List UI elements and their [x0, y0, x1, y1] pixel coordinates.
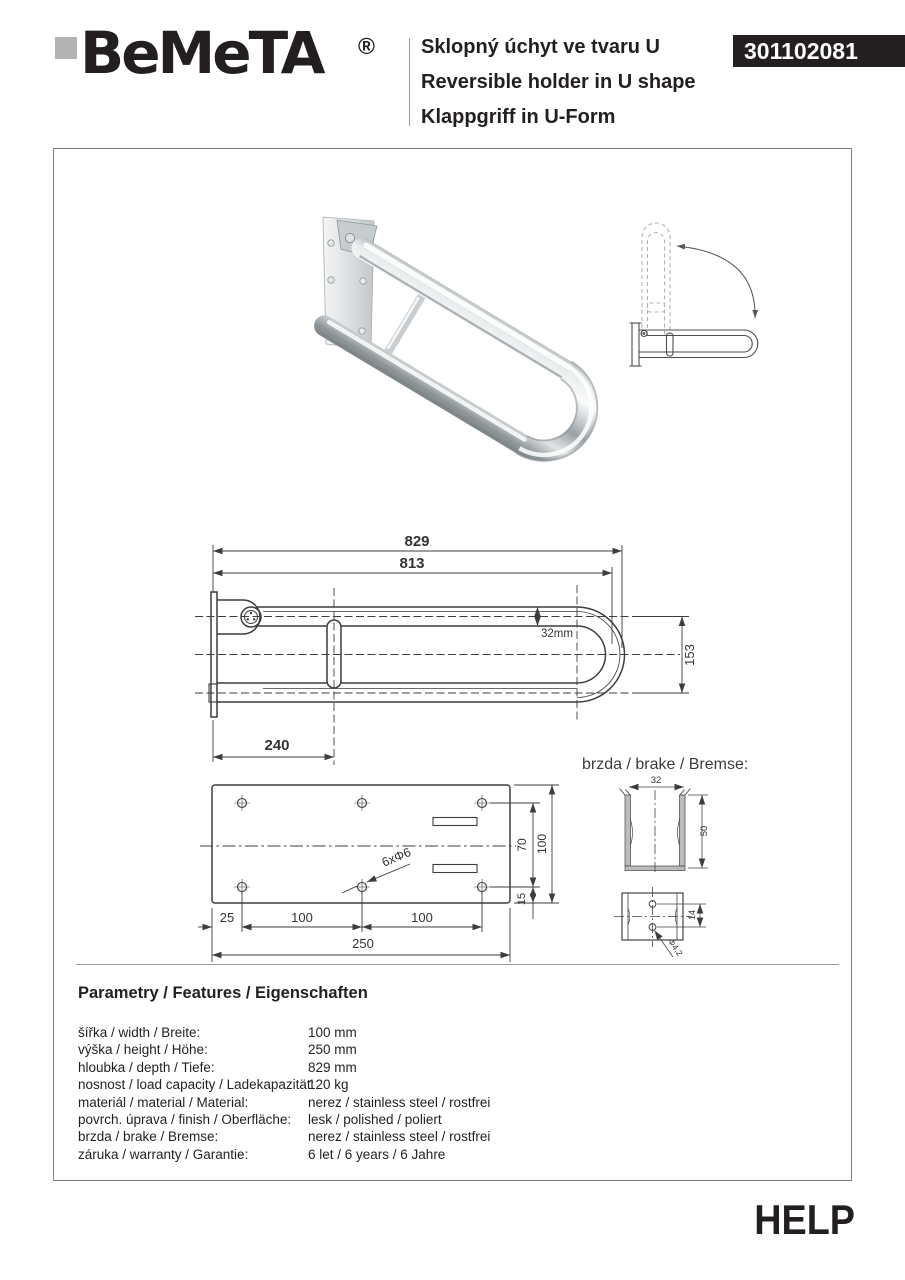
- dim-100-b: 100: [411, 910, 433, 925]
- param-row-brake: brzda / brake / Bremse: nerez / stainless steel / rostfrei: [78, 1129, 491, 1145]
- dim-70: 70: [515, 838, 529, 852]
- brake-dim-hole-diameter: Φ4,2: [666, 936, 685, 958]
- hole-crosshairs: [234, 795, 490, 895]
- product-code-badge: 301102081: [733, 35, 905, 67]
- brake-label: brzda / brake / Bremse:: [582, 756, 749, 773]
- dim-100-a: 100: [291, 910, 313, 925]
- fold-motion-arrow: [677, 246, 755, 318]
- dim-15: 15: [516, 892, 528, 906]
- folded-position-outline: [642, 223, 670, 335]
- product-title-de: Klappgriff in U-Form: [421, 106, 616, 128]
- mounting-plate-drawing: [198, 785, 559, 962]
- product-title-en: Reversible holder in U shape: [421, 71, 696, 93]
- plate-slots: [433, 818, 477, 873]
- side-view-drawing: [195, 533, 697, 765]
- dim-240: 240: [264, 737, 290, 754]
- dimension-lines: [213, 545, 689, 762]
- param-row-load-capacity: nosnost / load capacity / Ladekapazität: 120 kg: [78, 1077, 349, 1093]
- dim-25: 25: [219, 910, 235, 925]
- brand-logo: BeMeTA: [80, 19, 323, 87]
- brake-top-view: [614, 887, 706, 957]
- param-row-depth: hloubka / depth / Tiefe: 829 mm: [78, 1059, 357, 1075]
- brake-dim-32: 32: [650, 775, 662, 786]
- folding-diagram: [630, 223, 758, 366]
- product-photo: [312, 217, 617, 481]
- param-row-finish: povrch. úprava / finish / Oberfläche: lesk / polished / poliert: [78, 1112, 442, 1128]
- parameters-section: [78, 984, 490, 1163]
- holes-callout: 6xΦ6: [379, 844, 414, 870]
- dim-100-v: 100: [535, 833, 549, 855]
- dim-32mm: 32mm: [541, 628, 573, 640]
- brake-dim-14: 14: [687, 909, 697, 921]
- brake-dim-50: 50: [699, 825, 710, 837]
- param-row-height: výška / height / Höhe: 250 mm: [78, 1042, 357, 1058]
- mounting-holes: [238, 799, 487, 892]
- help-label: HELP: [754, 1196, 855, 1243]
- horizontal-position-outline: [630, 323, 758, 366]
- parameters-table: [78, 1024, 490, 1163]
- dim-153: 153: [682, 644, 697, 666]
- param-row-material: materiál / material / Material: nerez / stainless steel / rostfrei: [78, 1094, 491, 1110]
- dim-829: 829: [404, 533, 430, 550]
- product-title-cs: Sklopný úchyt ve tvaru U: [421, 36, 660, 58]
- brake-detail-drawing: [582, 756, 748, 958]
- plate-dimension-lines: [198, 785, 559, 962]
- product-titles: [421, 30, 696, 135]
- registered-trademark-symbol: ®: [358, 33, 375, 59]
- brand-square-mark: [55, 37, 77, 59]
- header-divider: [409, 38, 410, 126]
- dim-813: 813: [399, 555, 425, 572]
- parameters-heading: Parametry / Features / Eigenschaften: [78, 984, 368, 1002]
- param-row-warranty: záruka / warranty / Garantie: 6 let / 6 years / 6 Jahre: [78, 1146, 446, 1162]
- dim-250: 250: [352, 936, 374, 951]
- brake-front-view: [620, 787, 709, 872]
- param-row-width: šířka / width / Breite: 100 mm: [78, 1025, 357, 1040]
